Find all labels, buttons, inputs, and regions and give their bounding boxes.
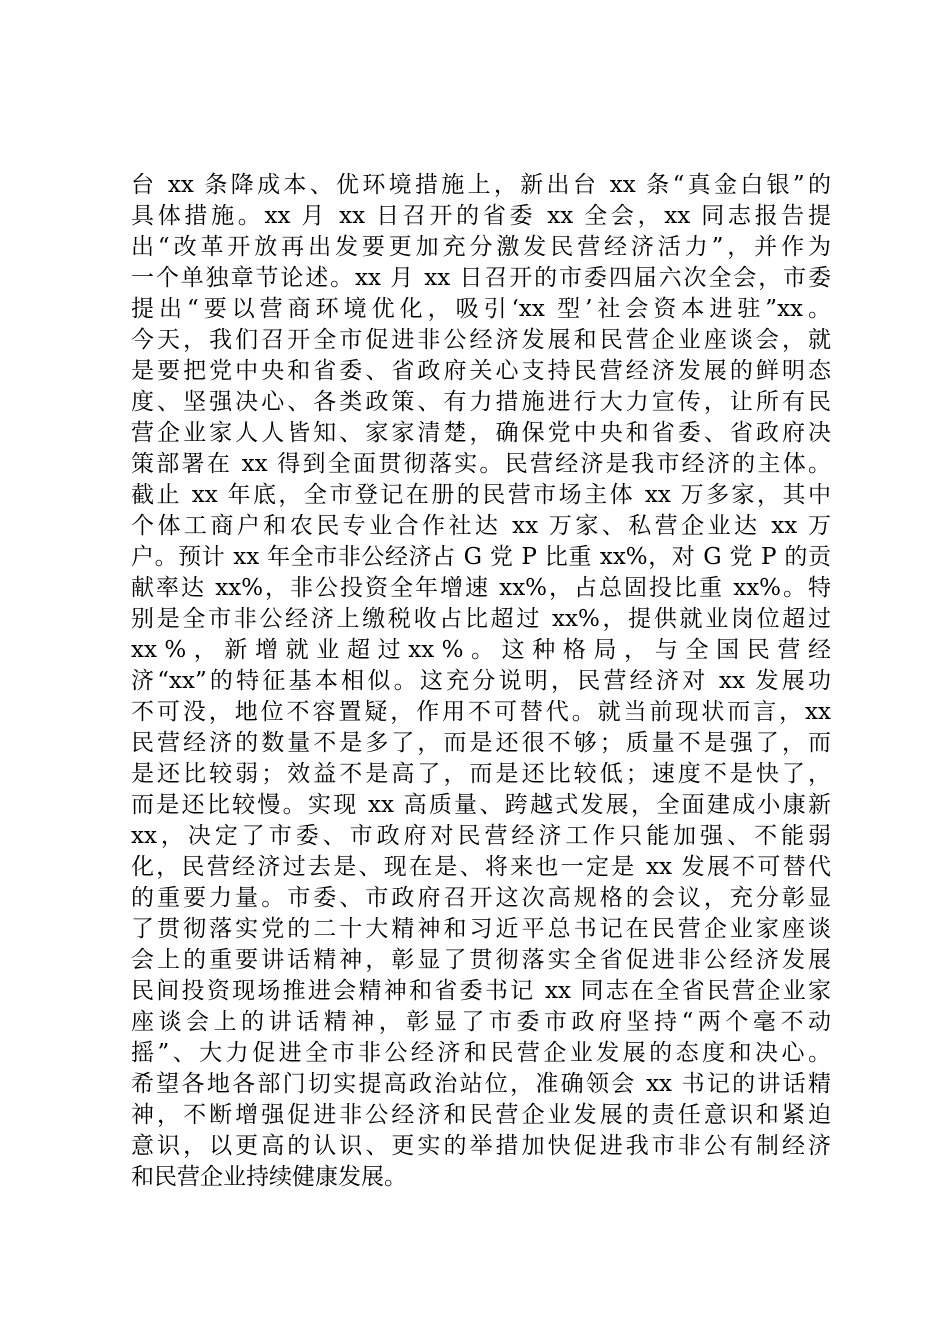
text-line: 和民营企业持续健康发展。 — [131, 1164, 407, 1190]
text-line: 了贯彻落实党的二十大精神和习近平总书记在民营企业家座谈 — [131, 916, 831, 942]
text-line: 而是还比较慢。实现 xx 高质量、跨越式发展，全面建成小康新 — [131, 792, 831, 818]
text-line: 营企业家人人皆知、家家清楚，确保党中央和省委、省政府决 — [131, 420, 831, 446]
text-line: 度、坚强决心、各类政策、有力措施进行大力宣传，让所有民 — [131, 389, 831, 415]
text-line: 济“xx”的特征基本相似。这充分说明，民营经济对 xx 发展功 — [131, 668, 831, 694]
text-line: 民间投资现场推进会精神和省委书记 xx 同志在全省民营企业家 — [131, 978, 831, 1004]
text-line: 座谈会上的讲话精神，彰显了市委市政府坚持“两个毫不动 — [131, 1009, 831, 1035]
text-line: 策部署在 xx 得到全面贯彻落实。民营经济是我市经济的主体。 — [131, 451, 831, 477]
text-line: 别是全市非公经济上缴税收占比超过 xx%，提供就业岗位超过 — [131, 606, 831, 632]
text-line: 提出“要以营商环境优化，吸引‘xx 型’社会资本进驻”xx。 — [131, 296, 831, 322]
text-line: 的重要力量。市委、市政府召开这次高规格的会议，充分彰显 — [131, 885, 831, 911]
body-text — [131, 170, 831, 1193]
text-line: 个体工商户和农民专业合作社达 xx 万家、私营企业达 xx 万 — [131, 513, 831, 539]
text-line: 台 xx 条降成本、优环境措施上，新出台 xx 条“真金白银”的 — [131, 172, 831, 198]
text-line: 是要把党中央和省委、省政府关心支持民营经济发展的鲜明态 — [131, 358, 831, 384]
text-line: 今天，我们召开全市促进非公经济发展和民营企业座谈会，就 — [131, 327, 831, 353]
text-line: 献率达 xx%，非公投资全年增速 xx%，占总固投比重 xx%。特 — [131, 575, 831, 601]
text-line: 希望各地各部门切实提高政治站位，准确领会 xx 书记的讲话精 — [131, 1071, 831, 1097]
text-line: 是还比较弱；效益不是高了，而是还比较低；速度不是快了， — [131, 761, 831, 787]
text-line: xx，决定了市委、市政府对民营经济工作只能加强、不能弱 — [131, 823, 831, 849]
text-line: 摇”、大力促进全市非公经济和民营企业发展的态度和决心。 — [131, 1040, 831, 1066]
text-line: 神，不断增强促进非公经济和民营企业发展的责任意识和紧迫 — [131, 1102, 831, 1128]
text-line: xx % ， 新 增 就 业 超 过 xx % 。 这 种 格 局 ， 与 全 国 民 营 经 — [131, 637, 831, 663]
text-line: 会上的重要讲话精神，彰显了贯彻落实全省促进非公经济发展 — [131, 947, 831, 973]
text-line: 化，民营经济过去是、现在是、将来也一定是 xx 发展不可替代 — [131, 854, 831, 880]
text-line: 民营经济的数量不是多了，而是还很不够；质量不是强了，而 — [131, 730, 831, 756]
text-line: 不可没，地位不容置疑，作用不可替代。就当前现状而言，xx — [131, 699, 831, 725]
text-line: 意识，以更高的认识、更实的举措加快促进我市非公有制经济 — [131, 1133, 831, 1159]
text-line: 截止 xx 年底，全市登记在册的民营市场主体 xx 万多家，其中 — [131, 482, 831, 508]
text-line: 户。预计 xx 年全市非公经济占 G 党 P 比重 xx%，对 G 党 P 的贡 — [131, 544, 831, 570]
text-line: 一个单独章节论述。xx 月 xx 日召开的市委四届六次全会，市委 — [131, 265, 831, 291]
text-line: 具体措施。xx 月 xx 日召开的省委 xx 全会，xx 同志报告提 — [131, 203, 831, 229]
text-line: 出“改革开放再出发要更加充分激发民营经济活力”，并作为 — [131, 234, 831, 260]
